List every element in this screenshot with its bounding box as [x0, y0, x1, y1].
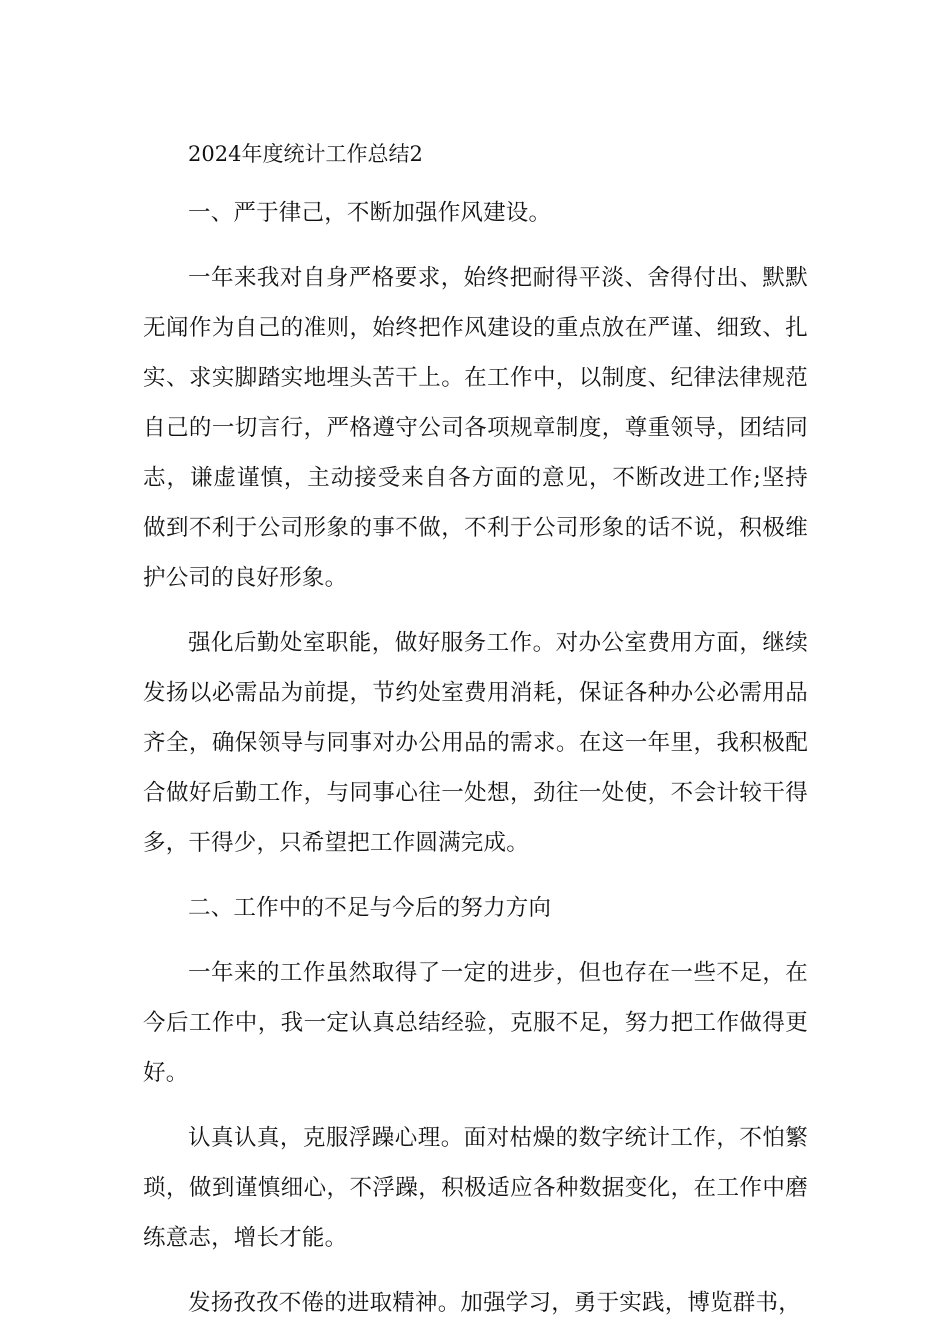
paragraph-1: 一年来我对自身严格要求，始终把耐得平淡、舍得付出、默默无闻作为自己的准则，始终把作风建设的重点放在严谨、细致、扎实、求实脚踏实地埋头苦干上。在工作中，以制度、纪律法律规范自己的一切言行，严格遵守公司各项规章制度，尊重领导，团结同志，谦虚谨慎，主动接受来自各方面的意见，不断改进工作;坚持做到不利于公司形象的事不做，不利于公司形象的话不说，积极维护公司的良好形象。	[143, 265, 808, 591]
paragraph-2: 强化后勤处室职能，做好服务工作。对办公室费用方面，继续发扬以必需品为前提，节约处室费用消耗，保证各种办公必需用品齐全，确保领导与同事对办公用品的需求。在这一年里，我积极配合做好后勤工作，与同事心往一处想，劲往一处使，不会计较干得多，干得少，只希望把工作圆满完成。	[143, 630, 808, 856]
document-title: 2024年度统计工作总结2	[188, 142, 423, 166]
paragraph-4: 认真认真，克服浮躁心理。面对枯燥的数字统计工作，不怕繁琐，做到谨慎细心，不浮躁，积极适应各种数据变化，在工作中磨练意志，增长才能。	[143, 1125, 808, 1251]
document-body	[143, 138, 808, 1343]
paragraph-5: 发扬孜孜不倦的进取精神。加强学习，勇于实践，博览群书，	[188, 1290, 801, 1316]
section-heading-1: 一、严于律己，不断加强作风建设。	[188, 200, 552, 226]
section-heading-2: 二、工作中的不足与今后的努力方向	[188, 895, 552, 921]
paragraph-3: 一年来的工作虽然取得了一定的进步，但也存在一些不足，在今后工作中，我一定认真总结经验，克服不足，努力把工作做得更好。	[143, 960, 808, 1086]
